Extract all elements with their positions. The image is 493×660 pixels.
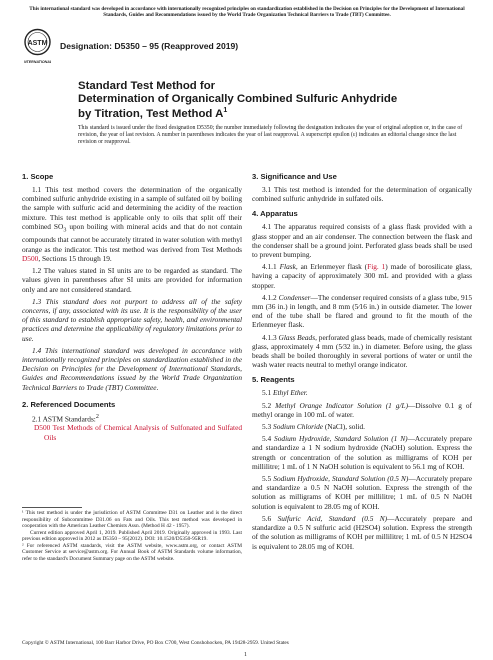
- designation: Designation: D5350 – 95 (Reapproved 2019): [60, 41, 239, 51]
- section-heading-apparatus: 4. Apparatus: [252, 209, 298, 219]
- footnote-rule: [22, 507, 82, 508]
- tbt-notice: This international standard was developed in accordance with internationally recognized principles on standardization established in the Decision on Principles for the Development of International Standards, Guides and Recommendations issued by the World Trade Organization Technical Barriers to Trade (TBT) Committee.: [29, 6, 465, 19]
- link-d500[interactable]: D500: [22, 253, 39, 263]
- title-footnote-ref[interactable]: 1: [223, 107, 228, 115]
- svg-text:INTERNATIONAL: INTERNATIONAL: [24, 60, 51, 64]
- para-4-1-2: 4.1.2 Condenser—The condenser required consists of a glass tube, 915 mm (36 in.) in length, and 8 mm (5⁄16 in.) in outside diameter. The lower end of the tube shall be flared and ground to fit the mouth of the Erlenmeyer flask.: [252, 292, 472, 330]
- svg-text:ASTM: ASTM: [27, 40, 48, 47]
- footnote-1: ¹ This test method is under the jurisdiction of ASTM Committee D31 on Leather and is the direct responsibility of Subcommittee D31.06 on Fats and Oils. This test method was developed in cooperation with the American Leather Chemists Assn. (Method H 42 - 1957).: [22, 510, 242, 530]
- copyright-footer: Copyright © ASTM International, 100 Barr Harbor Drive, PO Box C700, West Conshohocken, PA 19428-2959. United States: [22, 640, 289, 646]
- section-heading-significance: 3. Significance and Use: [252, 172, 337, 181]
- para-5-1: 5.1 Ethyl Ether.: [262, 388, 308, 398]
- para-1-1: 1.1 This test method covers the determination of the organically combined sulfuric anhydride existing in a sample of sulfated oil by boiling the sample with sulfuric acid and determining the acidity of the reaction mixture. This test method is applicable only to oils that split off their combined $SO_3$ upon boiling with mineral acids and that do not contain compounds that cannot be accurately titrated in water solution with methyl orange as the indicator. This test method was derived from Test Methods D500, Sections 15 through 19.: [22, 185, 242, 263]
- para-1-3: 1.3 This standard does not purport to address all of the safety concerns, if any, associated with its use. It is the responsibility of the user of this standard to establish appropriate safety, health, and environmental practices and determine the applicability of regulatory limitations prior to use.: [22, 296, 242, 343]
- para-5-5: 5.5 Sodium Hydroxide, Standard Solution (0.5 N)—Accurately prepare and standardize a 0.5 N NaOH solution. Express the strength of the solution as milligrams of KOH per millilitre; 1 mL of 0.5 N NaOH solution is equivalent to 28.05 mg of KOH.: [252, 474, 473, 511]
- ref-d500-link[interactable]: D500: [34, 423, 51, 433]
- footnote-2: ² For referenced ASTM standards, visit the ASTM website, www.astm.org, or contact ASTM Customer Service at service@astm.org. For Annual Book of ASTM Standards volume information, refer to the standard's Document Summary page on the ASTM website.: [22, 542, 242, 562]
- link-fig-1[interactable]: Fig. 1: [367, 262, 386, 272]
- right-column: [252, 172, 472, 551]
- ref-d500-title[interactable]: Test Methods of Chemical Analysis of Sulfonated and Sulfated Oils: [44, 423, 242, 442]
- left-column: [22, 172, 242, 442]
- para-4-1-3: 4.1.3 Glass Beads, perforated glass beads, made of chemically resistant glass, approximately 4 mm (5⁄32 in.) in diameter. Before using, the glass beads shall be boiled thoroughly in several portions of water or until the wash water reacts neutral to methyl orange indicator.: [252, 332, 472, 370]
- section-heading-scope: 1. Scope: [22, 172, 54, 181]
- para-4-1: 4.1 The apparatus required consists of a glass flask provided with a glass stopper and an air condenser. The connection between the flask and the condenser shall be a ground joint. Perforated glass beads shall be used to prevent bumping.: [252, 222, 472, 260]
- footnote-1-edition: Current edition approved April 1, 2019. Published April 2019. Originally approved in 1993. Last previous edition approved in 2012 as D5350 – 95(2012). DOI: 10.1520/D5350-95R19.: [22, 529, 242, 543]
- document-title: [78, 80, 458, 121]
- page-number: 1: [244, 652, 247, 658]
- para-2-1: 2.1 ASTM Standards:$^2$: [32, 413, 99, 424]
- para-5-2: 5.2 Methyl Orange Indicator Solution (1 g/L)—Dissolve 0.1 g of methyl orange in 100 mL of water.: [252, 400, 472, 419]
- para-3-1: 3.1 This test method is intended for the determination of organically combined sulfuric anhydride in sulfated oils.: [252, 185, 472, 204]
- astm-logo: [24, 26, 51, 70]
- footnote-2-ref[interactable]: 2: [95, 413, 99, 420]
- para-1-4: 1.4 This international standard was developed in accordance with internationally recognized principles on standardization established in the Decision on Principles for the Development of International Standards, Guides and Recommendations issued by the World Trade Organization Technical Barriers to Trade (TBT) Committee.: [22, 345, 242, 392]
- standard-note: This standard is issued under the fixed designation D5350; the number immediately following the designation indicates the year of original adoption or, in the case of revision, the year of last revision. A number in parentheses indicates the year of last reapproval. A superscript epsilon (ε) indicates an editorial change since the last revision or reapproval.: [78, 125, 463, 145]
- ref-d500: [34, 423, 242, 441]
- para-5-3: 5.3 Sodium Chloride (NaCl), solid.: [262, 422, 366, 432]
- para-5-6: 5.6 Sulfuric Acid, Standard (0.5 N)—Accurately prepare and standardize a 0.5 N sulfuric acid (H2SO4) solution. Express the strength of the solution as milligrams of KOH per millilitre; 1 mL of 0.5 N H2SO4 is equivalent to 28.05 mg of KOH.: [252, 513, 473, 551]
- title-line-3: by Titration, Test Method $A^1$: [78, 107, 228, 120]
- para-4-1-1: 4.1.1 Flask, an Erlenmeyer flask (Fig. 1) made of borosilicate glass, having a capacity of approximately 300 mL and provided with a glass stopper.: [252, 262, 473, 290]
- title-line-2: Determination of Organically Combined Sulfuric Anhydride: [78, 92, 398, 105]
- para-1-2: 1.2 The values stated in SI units are to be regarded as standard. The values given in parentheses after SI units are provided for information only and are not considered standard.: [22, 266, 242, 294]
- footnotes: [22, 510, 242, 562]
- title-line-1: Standard Test Method for: [78, 80, 216, 92]
- section-heading-reagents: 5. Reagents: [252, 375, 295, 385]
- section-heading-referenced-documents: 2. Referenced Documents: [22, 399, 116, 409]
- para-5-4: 5.4 Sodium Hydroxide, Standard Solution (1 N)—Accurately prepare and standardize a 1 N sodium hydroxide (NaOH) solution. Express the strength or concentration of the solution as milligrams of KOH per millilitre; 1 mL of 1 N NaOH solution is equivalent to 56.1 mg of KOH.: [252, 434, 472, 471]
